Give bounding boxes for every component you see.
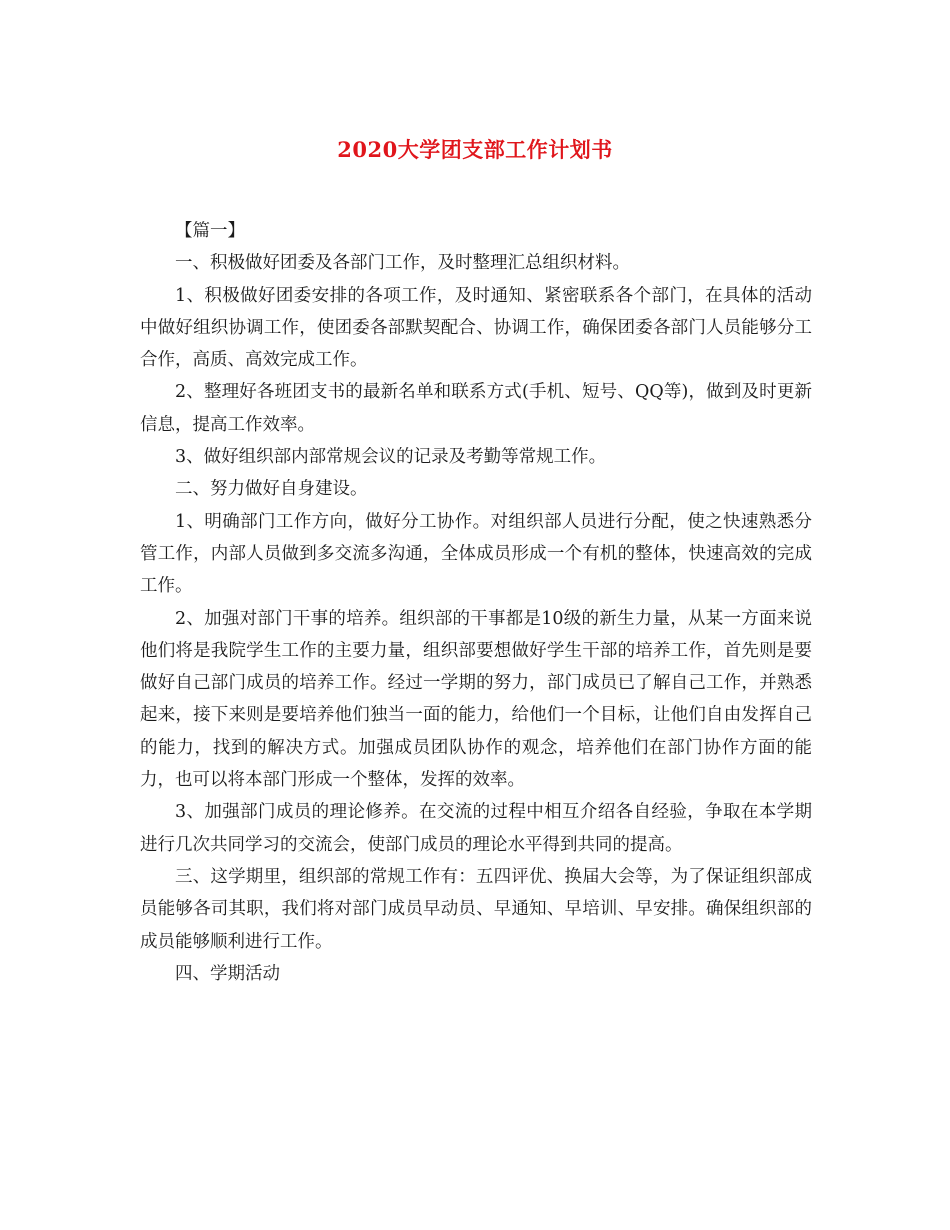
paragraph-1-3: 3、做好组织部内部常规会议的记录及考勤等常规工作。 (175, 447, 607, 468)
section-heading-part-one: 【篇一】 (175, 221, 245, 241)
section-heading-4: 四、学期活动 (175, 963, 280, 984)
paragraph-2-1: 1、明确部门工作方向，做好分工协作。对组织部人员进行分配，使之快速熟悉分管工作，内部人员做到多交流多沟通，全体成员形成一个有机的整体，快速高效的完成工作。 (140, 511, 812, 597)
document-body (140, 215, 812, 990)
paragraph-1-2: 2、整理好各班团支书的最新名单和联系方式(手机、短号、QQ等)，做到及时更新信息，提高工作效率。 (140, 382, 812, 435)
section-heading-3: 三、这学期里，组织部的常规工作有：五四评优、换届大会等，为了保证组织部成员能够各司其职，我们将对部门成员早动员、早通知、早培训、早安排。确保组织部的成员能够顺利进行工作。 (140, 866, 812, 952)
paragraph-1-1: 1、积极做好团委安排的各项工作，及时通知、紧密联系各个部门，在具体的活动中做好组织协调工作，使团委各部默契配合、协调工作，确保团委各部门人员能够分工合作，高质、高效完成工作。 (140, 285, 812, 371)
paragraph-2-3: 3、加强部门成员的理论修养。在交流的过程中相互介绍各自经验，争取在本学期进行几次共同学习的交流会，使部门成员的理论水平得到共同的提高。 (140, 802, 812, 855)
section-heading-1: 一、积极做好团委及各部门工作，及时整理汇总组织材料。 (175, 253, 630, 274)
document-title: 2020大学团支部工作计划书 (337, 137, 613, 162)
section-heading-2: 二、努力做好自身建设。 (175, 479, 368, 500)
paragraph-2-2: 2、加强对部门干事的培养。组织部的干事都是10级的新生力量，从某一方面来说他们将是我院学生工作的主要力量，组织部要想做好学生干部的培养工作，首先则是要做好自己部门成员的培养工作。经过一学期的努力，部门成员已了解自己工作，并熟悉起来，接下来则是要培养他们独当一面的能力，给他们一个目标，让他们自由发挥自己的能力，找到的解决方式。加强成员团队协作的观念，培养他们在部门协作方面的能力，也可以将本部门形成一个整体，发挥的效率。 (140, 608, 812, 791)
